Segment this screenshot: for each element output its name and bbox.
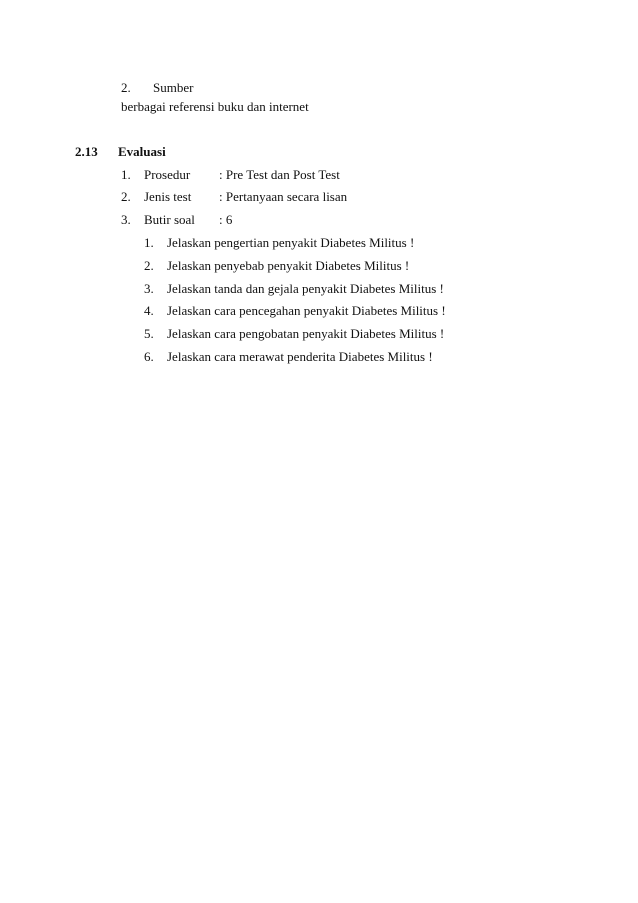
- section-number: 2.13: [75, 144, 98, 159]
- question-number: 4.: [144, 303, 154, 318]
- evaluasi-item-number: 1.: [121, 167, 131, 182]
- sumber-number: 2.: [121, 80, 131, 95]
- evaluasi-item-value: : Pre Test dan Post Test: [219, 167, 340, 182]
- evaluasi-item-label: Prosedur: [144, 167, 191, 182]
- section-title: Evaluasi: [118, 144, 166, 159]
- question-number: 6.: [144, 349, 154, 364]
- question-text: Jelaskan tanda dan gejala penyakit Diabetes Militus !: [167, 281, 444, 296]
- question-text: Jelaskan penyebab penyakit Diabetes Militus !: [167, 258, 410, 273]
- evaluasi-item-label: Jenis test: [144, 189, 192, 204]
- question-text: Jelaskan cara pengobatan penyakit Diabetes Militus !: [167, 326, 445, 341]
- evaluasi-item-value: : 6: [219, 212, 233, 227]
- question-text: Jelaskan cara pencegahan penyakit Diabetes Militus !: [167, 303, 446, 318]
- evaluasi-item-number: 2.: [121, 189, 131, 204]
- evaluasi-item-label: Butir soal: [144, 212, 195, 227]
- sumber-label: Sumber: [153, 80, 194, 95]
- sumber-text: berbagai referensi buku dan internet: [121, 99, 309, 114]
- question-number: 1.: [144, 235, 154, 250]
- evaluasi-item-value: : Pertanyaan secara lisan: [219, 189, 348, 204]
- question-text: Jelaskan pengertian penyakit Diabetes Militus !: [167, 235, 415, 250]
- question-number: 3.: [144, 281, 154, 296]
- question-text: Jelaskan cara merawat penderita Diabetes Militus !: [167, 349, 433, 364]
- question-number: 2.: [144, 258, 154, 273]
- evaluasi-item-number: 3.: [121, 212, 131, 227]
- question-number: 5.: [144, 326, 154, 341]
